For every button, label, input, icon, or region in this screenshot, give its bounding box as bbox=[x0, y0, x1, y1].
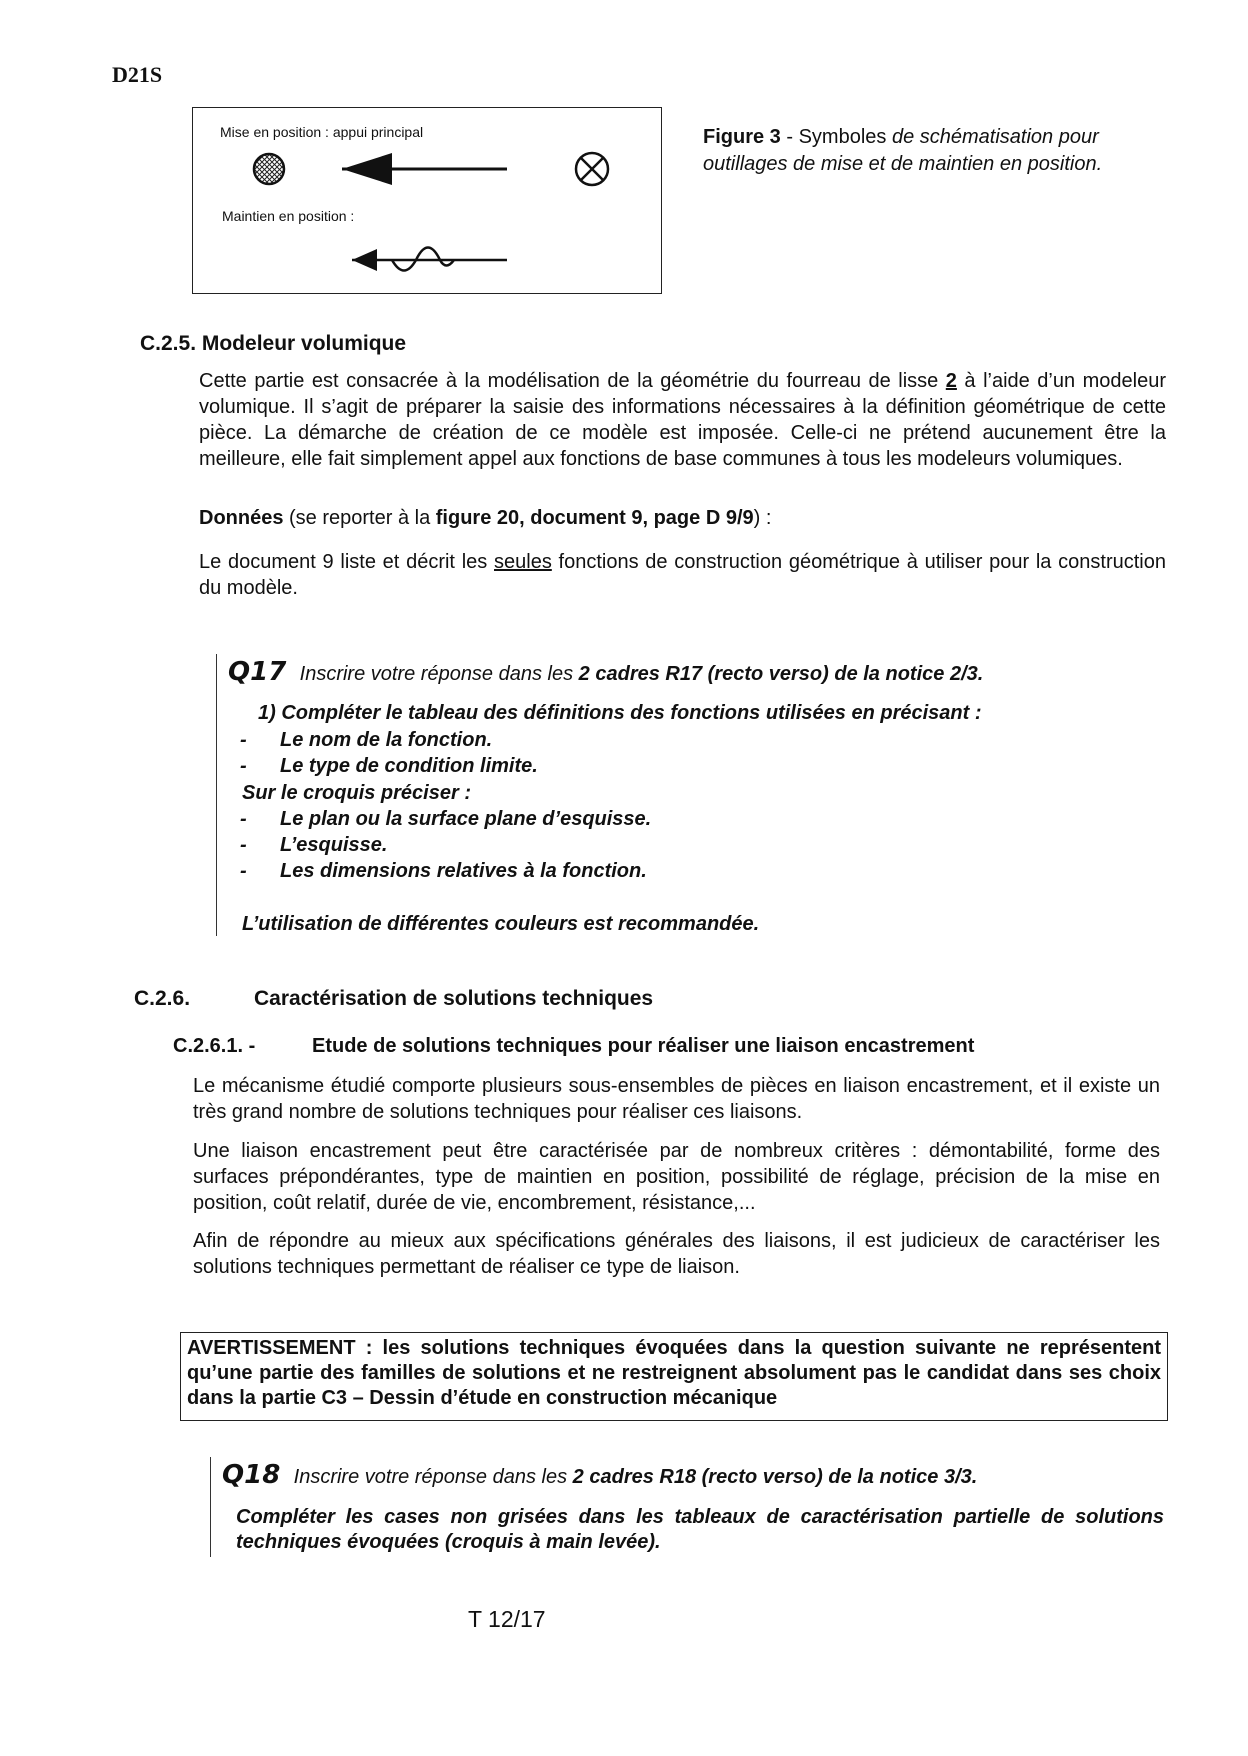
q18-text: Compléter les cases non grisées dans les tableaux de caractérisation partielle de solutions techniques évoquées (croquis à main levée). bbox=[236, 1506, 1164, 1553]
q18-left-rule bbox=[210, 1457, 211, 1557]
page-number: T 12/17 bbox=[468, 1606, 546, 1632]
arrow-left-icon bbox=[342, 153, 507, 185]
spring-arrow-icon bbox=[352, 248, 507, 272]
q17-bullet-4: L’esquisse. bbox=[280, 834, 388, 856]
q17-sub-heading: Sur le croquis préciser : bbox=[242, 782, 471, 804]
q17-left-rule bbox=[216, 654, 217, 936]
section-c26-number: C.2.6. bbox=[134, 987, 191, 1010]
section-c261-number: C.2.6.1. - bbox=[173, 1035, 256, 1057]
figure-label-holding: Maintien en position : bbox=[222, 208, 355, 224]
q17-bullet-3: Le plan ou la surface plane d’esquisse. bbox=[280, 808, 652, 830]
section-c26-paragraph-2: Une liaison encastrement peut être caractérisée par de nombreux critères : démontabilité, forme des surfaces prépondérantes, type de maintien en position, possibilité de réglage, précision de la mise en position, coût relatif, durée de vie, encombrement, résistance,... bbox=[193, 1140, 1160, 1214]
warning-box: AVERTISSEMENT : les solutions techniques évoquées dans la question suivante ne représentent qu’une partie des familles de solutions et ne restreignent absolument pas le candidat dans ses choix dans la partie C3 – Dessin d’étude en construction mécanique bbox=[180, 1332, 1168, 1421]
figure-3-symbols bbox=[192, 107, 662, 294]
section-heading-c25: C.2.5. Modeleur volumique bbox=[140, 332, 407, 355]
q17-bullet-5: Les dimensions relatives à la fonction. bbox=[280, 860, 647, 882]
q17-bullet-dash-4: - bbox=[240, 834, 247, 856]
section-c25-paragraph-3: Le document 9 liste et décrit les seules fonctions de construction géométrique à utiliser pour la construction du modèle. bbox=[199, 551, 1166, 599]
document-code: D21S bbox=[112, 62, 163, 87]
figure-label-main-support: Mise en position : appui principal bbox=[220, 124, 424, 140]
section-c26-paragraph-1: Le mécanisme étudié comporte plusieurs sous-ensembles de pièces en liaison encastrement, et il existe un très grand nombre de solutions techniques pour réaliser ces liaisons. bbox=[193, 1075, 1160, 1123]
hatched-circle-icon bbox=[254, 154, 284, 184]
q17-bullet-dash-5: - bbox=[240, 860, 247, 882]
q17-item-1: 1) Compléter le tableau des définitions des fonctions utilisées en précisant : bbox=[258, 702, 982, 724]
q18-instruction-line: Q18 Inscrire votre réponse dans les 2 cadres R18 (recto verso) de la notice 3/3. bbox=[222, 1460, 978, 1490]
q17-tag: Q17 bbox=[228, 657, 287, 687]
section-c26-title: Caractérisation de solutions techniques bbox=[254, 987, 654, 1010]
section-c25-paragraph-1: Cette partie est consacrée à la modélisation de la géométrie du fourreau de lisse 2 à l’aide d’un modeleur volumique. Il s’agit de préparer la saisie des informations nécessaires à la définition géométrique de cette pièce. La démarche de création de ce modèle est imposée. Celle-ci ne prétend aucunement être la meilleure, elle fait simplement appel aux fonctions de base communes à tous les modeleurs volumiques. bbox=[199, 370, 1166, 470]
q17-bullet-dash-1: - bbox=[240, 729, 247, 751]
section-c26-paragraph-3: Afin de répondre au mieux aux spécifications générales des liaisons, il est judicieux de caractériser les solutions techniques permettant de réaliser ce type de liaison. bbox=[193, 1230, 1160, 1278]
section-c25-data-line: Données (se reporter à la figure 20, document 9, page D 9/9) : bbox=[199, 507, 772, 529]
q17-bullet-dash-3: - bbox=[240, 808, 247, 830]
q17-bullet-1: Le nom de la fonction. bbox=[280, 729, 493, 751]
q17-bullet-2: Le type de condition limite. bbox=[280, 755, 538, 777]
q17-instruction-line: Q17 Inscrire votre réponse dans les 2 cadres R17 (recto verso) de la notice 2/3. bbox=[228, 657, 984, 687]
section-c261-title: Etude de solutions techniques pour réaliser une liaison encastrement bbox=[312, 1035, 975, 1057]
q17-bullet-dash-2: - bbox=[240, 755, 247, 777]
q18-tag: Q18 bbox=[222, 1460, 281, 1490]
q17-note: L’utilisation de différentes couleurs est recommandée. bbox=[242, 913, 760, 935]
circle-cross-icon bbox=[576, 153, 608, 185]
figure-3-caption: Figure 3 - Symboles de schématisation pour outillages de mise et de maintien en position. bbox=[703, 126, 1103, 175]
